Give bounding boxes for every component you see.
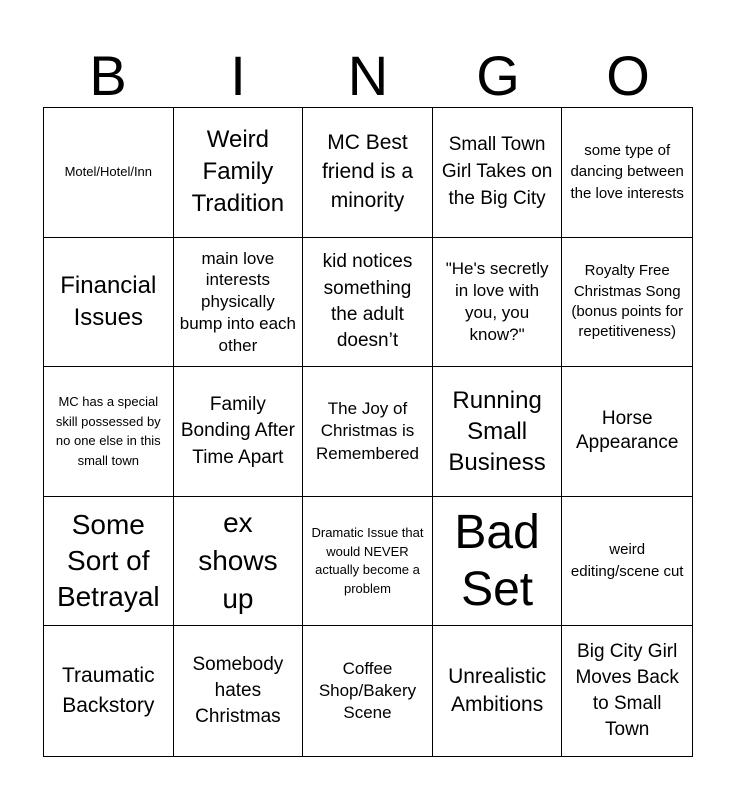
cell-label: The Joy of Christmas is Remembered <box>315 399 419 463</box>
bingo-cell-r5-c5[interactable] <box>562 626 692 756</box>
cell-label: Running Small Business <box>448 386 546 477</box>
header-letter-i: I <box>230 44 246 107</box>
bingo-cell-r2-c2[interactable] <box>174 238 304 368</box>
cell-label: Weird Family Tradition <box>191 125 285 218</box>
cell-label: Coffee Shop/Bakery Scene <box>318 659 417 723</box>
bingo-cell-r1-c4[interactable] <box>433 108 563 238</box>
bingo-cell-r4-c3[interactable] <box>303 497 433 627</box>
header-letter-o: O <box>606 44 650 107</box>
bingo-cell-r3-c1[interactable] <box>44 367 174 497</box>
bingo-header <box>43 44 693 108</box>
cell-label: Motel/Hotel/Inn <box>64 164 153 180</box>
bingo-cell-r4-c4[interactable] <box>433 497 563 627</box>
cell-label: Horse Appearance <box>575 407 679 454</box>
cell-label: MC Best friend is a minority <box>321 130 414 212</box>
cell-label: kid notices something the adult doesn’t <box>322 251 413 352</box>
bingo-cell-r2-c5[interactable] <box>562 238 692 368</box>
bingo-cell-r2-c1[interactable] <box>44 238 174 368</box>
bingo-cell-r1-c2[interactable] <box>174 108 304 238</box>
bingo-cell-r3-c4[interactable] <box>433 367 563 497</box>
bingo-cell-r4-c5[interactable] <box>562 497 692 627</box>
bingo-cell-r1-c5[interactable] <box>562 108 692 238</box>
bingo-cell-r2-c4[interactable] <box>433 238 563 368</box>
cell-label: Royalty Free Christmas Song (bonus points for repetitiveness) <box>571 262 684 341</box>
bingo-cell-r5-c1[interactable] <box>44 626 174 756</box>
cell-label: some type of dancing between the love interests <box>570 141 684 203</box>
bingo-cell-r5-c2[interactable] <box>174 626 304 756</box>
cell-label: Bad Set <box>454 505 540 617</box>
cell-label: Some Sort of Betrayal <box>56 508 160 613</box>
bingo-cell-r4-c1[interactable] <box>44 497 174 627</box>
bingo-cell-r3-c5[interactable] <box>562 367 692 497</box>
cell-label: MC has a special skill possessed by no one else in this small town <box>55 393 161 469</box>
bingo-cell-r5-c3[interactable] <box>303 626 433 756</box>
cell-label: Big City Girl Moves Back to Small Town <box>575 640 679 741</box>
bingo-board <box>43 107 693 757</box>
cell-label: main love interests physically bump into each other <box>179 248 297 355</box>
cell-label: Traumatic Backstory <box>62 664 155 718</box>
cell-label: Somebody hates Christmas <box>192 653 284 728</box>
header-letter-g: G <box>476 44 520 107</box>
bingo-cell-r1-c1[interactable] <box>44 108 174 238</box>
cell-label: weird editing/scene cut <box>570 541 684 581</box>
bingo-cell-r2-c3[interactable] <box>303 238 433 368</box>
bingo-cell-r5-c4[interactable] <box>433 626 563 756</box>
bingo-cell-r4-c2[interactable] <box>174 497 304 627</box>
bingo-cell-r3-c3[interactable] <box>303 367 433 497</box>
header-letter-b: B <box>89 44 127 107</box>
cell-label: Family Bonding After Time Apart <box>180 394 295 468</box>
bingo-cell-r3-c2[interactable] <box>174 367 304 497</box>
cell-label: Unrealistic Ambitions <box>448 664 547 717</box>
bingo-cell-r1-c3[interactable] <box>303 108 433 238</box>
cell-label: ex shows up <box>198 507 278 614</box>
cell-label: Small Town Girl Takes on the Big City <box>441 134 553 209</box>
cell-label: Financial Issues <box>60 271 157 331</box>
cell-label: Dramatic Issue that would NEVER actually become a problem <box>311 525 424 596</box>
header-letter-n: N <box>347 44 389 107</box>
cell-label: "He's secretly in love with you, you know?" <box>445 259 549 344</box>
